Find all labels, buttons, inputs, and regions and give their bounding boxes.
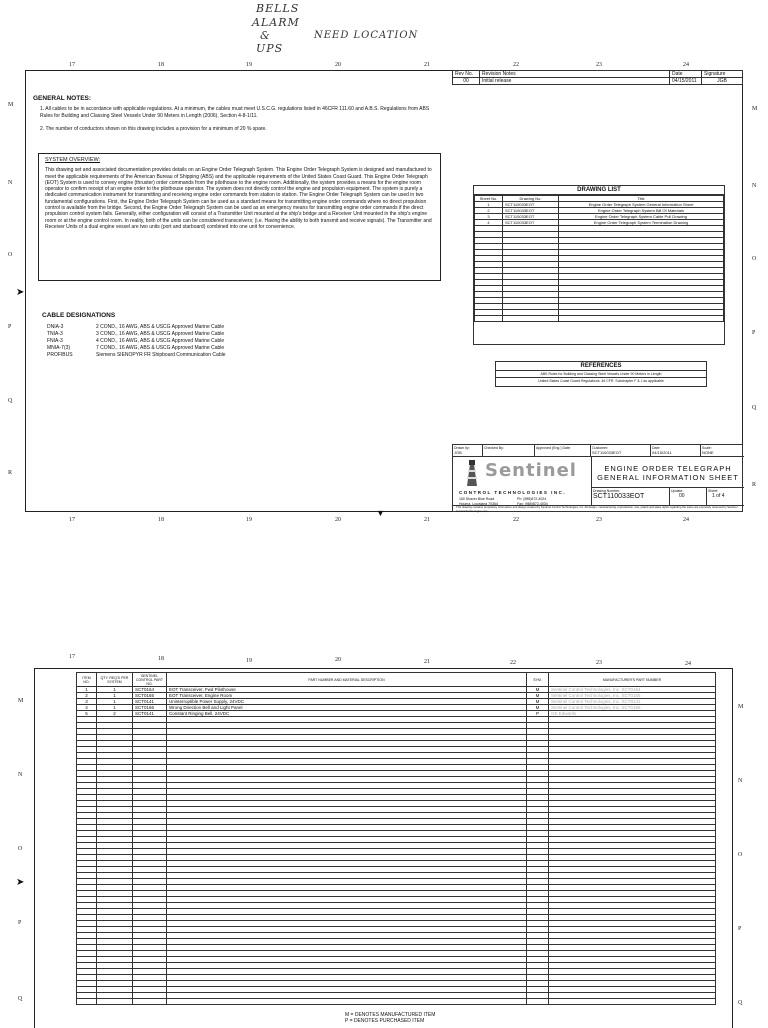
bom-mfr-header: MANUFACTURER'S PART NUMBER: [549, 673, 716, 687]
title-block-top-row: [453, 445, 744, 457]
cable-desc: 4 COND., 16 AWG, ABS & USCG Approved Marine Cable: [96, 338, 225, 344]
zone-col-21-s2: 21: [424, 659, 430, 665]
zone-col-19-bottom: 19: [246, 517, 252, 523]
scale-label: Scale:: [702, 446, 712, 450]
zone-col-23-bottom: 23: [596, 517, 602, 523]
bom-sym: M: [527, 699, 549, 705]
cable-desc: 3 COND., 16 AWG, ABS & USCG Approved Marine Cable: [96, 331, 225, 337]
bom-desc: EOT Transceiver, Engine Room: [167, 693, 527, 699]
bom-desc: Wrong Direction Bell and Light Panel: [167, 705, 527, 711]
zone-row-N-right: N: [752, 183, 757, 189]
bom-sym: P: [527, 711, 549, 717]
cable-code: FNIA-3: [47, 338, 63, 344]
date-value: 04/15/2011: [652, 450, 672, 455]
bom-qty: 1: [97, 693, 133, 699]
zone-col-24-bottom: 24: [683, 517, 689, 523]
dl-title: Engine Order Telegraph System Termination Drawing: [559, 220, 724, 226]
cable-code: DNIA-3: [47, 324, 64, 330]
lighthouse-logo-icon: [461, 458, 483, 488]
handwritten-note-alarm: ALARM: [252, 16, 300, 29]
bom-qty: 1: [97, 687, 133, 693]
bom-mfr: Sentinel Control Technologies, Inc. SCT0166: [549, 705, 716, 711]
dl-drawing: SCT110033EOT: [503, 220, 559, 226]
cable-code: MNIA-7(3): [47, 345, 71, 351]
zone-col-20-bottom: 20: [335, 517, 341, 523]
bom-sym-header: SYM.: [527, 673, 549, 687]
cable-desc: Siemens SIENOPYR FR Shipboard Communication Cable: [96, 352, 226, 358]
zone-col-19: 19: [246, 62, 252, 68]
general-note-1: 1. All cables to be in accordance with applicable regulations. At a minimum, the cables must meet U.S.C.G. regulations listed in 46CFR 111.60 and A.B.S. Regulations from ABS Rules for Building and Classing Steel Vessels Under 90 Meters in Length (2006), Section 4-8-1/11.: [40, 106, 430, 119]
bom-empty-rows: [77, 717, 716, 1005]
arrow-marker-icon-s2: ➤: [16, 877, 25, 888]
bom-part: SCT0165: [133, 693, 167, 699]
zone-col-22-s2: 22: [510, 660, 516, 666]
revision-table: [452, 70, 743, 85]
zone-col-18-s2: 18: [158, 656, 164, 662]
bom-item: 4: [77, 705, 97, 711]
zone-col-20-s2: 20: [335, 657, 341, 663]
checked-by-label: Checked By:: [483, 445, 535, 456]
date-label: Date:: [652, 446, 661, 450]
bom-table: [76, 672, 716, 1005]
rev-date-header: Date: [670, 71, 702, 78]
zone-row-P-s2: P: [18, 920, 22, 926]
handwritten-note-ampersand: &: [260, 29, 271, 42]
zone-row-O-right: O: [752, 256, 757, 262]
zone-row-Q-s2: Q: [18, 996, 23, 1002]
rev-notes-header: Revision Notes: [480, 71, 670, 78]
title-block: [452, 444, 743, 512]
drawn-by-value: JGB: [454, 450, 462, 455]
bom-mfr: GE Edwards: [549, 711, 716, 717]
bom-item-header: ITEM NO.: [77, 673, 97, 687]
center-marker-icon: ▼: [376, 508, 385, 518]
cable-desc: 2 COND., 16 AWG, ABS & USCG Approved Marine Cable: [96, 324, 225, 330]
scale-value: NONE: [702, 450, 714, 455]
bom-part: SCT0141: [133, 699, 167, 705]
bom-empty-row: [77, 999, 716, 1005]
dl-sheet: 2: [475, 208, 503, 214]
general-notes-title: GENERAL NOTES:: [33, 95, 92, 102]
bom-qty-header: QTY. REQ'D PER SYSTEM: [97, 673, 133, 687]
bom-sym: M: [527, 693, 549, 699]
drawing-number-value: SCT110033EOT: [593, 493, 645, 500]
zone-col-24-s2: 24: [685, 661, 691, 667]
dl-title-header: Title: [559, 196, 724, 202]
bom-item: 2: [77, 693, 97, 699]
zone-col-18-bottom: 18: [158, 517, 164, 523]
rev-date: 04/15/2011: [670, 78, 702, 85]
bom-legend-purchased: P = DENOTES PURCHASED ITEM: [345, 1018, 425, 1024]
dl-sheet: 1: [475, 202, 503, 208]
bom-part: SCT0164: [133, 687, 167, 693]
bom-qty: 1: [97, 699, 133, 705]
zone-row-N-s2: N: [18, 772, 23, 778]
bom-item: 5: [77, 711, 97, 717]
bom-mfr: Sentinel Control Technologies, Inc. SCT0165: [549, 693, 716, 699]
zone-col-23: 23: [596, 62, 602, 68]
zone-row-O-s2-right: O: [738, 852, 743, 858]
dl-sheet: 4: [475, 220, 503, 226]
company-phone: Ph: (985)872-4024: [517, 497, 547, 501]
bom-part: SCT0166: [133, 705, 167, 711]
dl-drawing: SCT110033EOT: [503, 202, 559, 208]
zone-col-19-s2: 19: [246, 658, 252, 664]
drawing-number-row: [591, 487, 744, 505]
drawing-list-title: DRAWING LIST: [474, 186, 724, 195]
cable-designations-title: CABLE DESIGNATIONS: [42, 312, 116, 319]
drawing-number-label: Drawing Number:: [593, 489, 621, 493]
system-overview-title: SYSTEM OVERVIEW:: [45, 157, 101, 163]
zone-row-P-s2-right: P: [738, 926, 742, 932]
drawn-by-label: Drawn by:: [454, 446, 470, 450]
approved-label: Approved (Eng.) Date:: [535, 445, 591, 456]
zone-col-18: 18: [158, 62, 164, 68]
bom-mfr: Sentinel Control Technologies, Inc. SCT0164: [549, 687, 716, 693]
general-note-2: 2. The number of conductors shown on this drawing includes a provision for a minimum of 20 % spare.: [40, 126, 267, 132]
dl-sheet-header: Sheet No.: [475, 196, 503, 202]
zone-col-22-bottom: 22: [513, 517, 519, 523]
zone-col-17: 17: [69, 62, 75, 68]
zone-row-O: O: [8, 252, 13, 258]
zone-row-O-s2: O: [18, 846, 23, 852]
rev-note: Initial release: [480, 78, 670, 85]
cable-code: TNIA-3: [47, 331, 63, 337]
handwritten-note-location: NEED LOCATION: [314, 30, 419, 41]
sheet-label: Sheet:: [708, 489, 719, 493]
bom-legend: [345, 1012, 435, 1024]
drawing-title-line-2: GENERAL INFORMATION SHEET: [597, 473, 739, 482]
bom-desc: Constant Ringing Bell, 24VDC: [167, 711, 527, 717]
company-subtitle: CONTROL TECHNOLOGIES INC.: [459, 490, 567, 495]
bom-desc: EOT Transceiver, Fwd Pilothouse: [167, 687, 527, 693]
zone-col-17-bottom: 17: [69, 517, 75, 523]
drawing-list-box: [473, 185, 725, 345]
bom-qty: 2: [97, 711, 133, 717]
rev-signature-header: Signature: [702, 71, 743, 78]
cable-code: PROFIBUS: [47, 352, 73, 358]
bom-part-header: SENTINEL CONTROL PART NO.: [133, 673, 167, 687]
zone-col-20: 20: [335, 62, 341, 68]
bom-qty: 1: [97, 705, 133, 711]
zone-col-22: 22: [513, 62, 519, 68]
zone-row-P-right: P: [752, 330, 756, 336]
zone-row-M: M: [8, 102, 14, 108]
update-value: 00: [679, 493, 685, 499]
company-address-2: Houma, Louisiana 70364: [459, 502, 498, 506]
company-logo: Sentinel: [485, 460, 577, 481]
zone-row-N-s2-right: N: [738, 778, 743, 784]
zone-row-P: P: [8, 324, 12, 330]
zone-row-N: N: [8, 180, 13, 186]
sheet-value: 1 of 4: [712, 493, 725, 499]
rev-no: 00: [453, 78, 480, 85]
reference-item: ABS Rules for Building and Classing Steel Vessels Under 90 Meters in Length: [496, 371, 706, 378]
references-box: [495, 361, 707, 387]
drawing-list-table: [474, 195, 724, 322]
bom-desc: Uninterruptible Power Supply, 24VDC: [167, 699, 527, 705]
bom-desc-header: PART NUMBER AND MATERIAL DESCRIPTION: [167, 673, 527, 687]
zone-row-Q-right: Q: [752, 405, 757, 411]
proprietary-disclaimer: This drawing contains proprietary information and design created by Sentinel Control Technologies, Inc. All design, manufacturing, reproduction, use, patent and sales rights regarding the same are expressly reserved by Sentinel Control Technologies, Inc.: [453, 505, 744, 513]
zone-row-M-right: M: [752, 106, 758, 112]
system-overview-box: [38, 153, 441, 281]
references-title: REFERENCES: [496, 362, 706, 371]
bom-legend-manufactured: M = DENOTES MANUFACTURED ITEM: [345, 1012, 436, 1018]
zone-row-R: R: [8, 470, 13, 476]
zone-row-Q: Q: [8, 398, 13, 404]
dl-drawing: SCT110033EOT: [503, 214, 559, 220]
zone-row-Q-s2-right: Q: [738, 1000, 743, 1006]
bom-part: SCT0141: [133, 711, 167, 717]
zone-col-21-bottom: 21: [424, 517, 430, 523]
zone-col-24: 24: [683, 62, 689, 68]
bom-item: 3: [77, 699, 97, 705]
dl-drawing: SCT110033EOT: [503, 208, 559, 214]
arrow-marker-icon: ➤: [16, 287, 25, 298]
bom-sym: M: [527, 687, 549, 693]
bom-mfr: Sentinel Control Technologies, Inc. SCT0141: [549, 699, 716, 705]
zone-col-23-s2: 23: [596, 660, 602, 666]
system-overview-text: This drawing set and associated documentation provides details on an Engine Order Telegraph System. This Engine Order Telegraph System is designed and manufactured to meet the applicable requirements of the American Bureau of Shipping (ABS) and the applicable requirements of the United States Coast Guard. This Engine Order Telegraph (EOT) System is used to convey engine (thruster) order commands from the pilothouse to the engine room. Additionally, the system provides a means for the engine room operator to confirm receipt of an engine order to the pilothouse operator. The system does not directly control the engine and propulsion equipment. The system is purely a dedicated communication instrument for transmitting and receiving engine order commands from station to station. The Engine Order Telegraph System can be used in two fundamental configurations. First, the Engine Order Telegraph System can be used as a standard means for transmitting engine order commands where no direct propulsion control is available from the bridge. Second, the Engine Order Telegraph System can be used as an emergency means for transmitting engine order commands if the direct propulsion control system fails. Generally, either configuration will consist of a Transmitter Unit mounted at the ship's bridge and a Receiver Unit mounted in the ship's engine room or at the engine control room. In reality, both of the units can be considered transceivers; (i.e. Having the ability to both transmit and receive signals). The Transmitter and Receiver Units of a dual engine vessel are two units (port and starboard) combined into one unit for convenience.: [45, 167, 432, 230]
drawing-title-cell: [591, 457, 744, 487]
zone-row-M-s2-right: M: [738, 704, 744, 710]
dl-title: Engine Order Telegraph System Bill Of Materials: [559, 208, 724, 214]
rev-signature: JGB: [702, 78, 743, 85]
dl-title: Engine Order Telegraph System Cable Pull Drawing: [559, 214, 724, 220]
customer-value: SCT110033EOT: [592, 450, 622, 455]
dl-sheet: 3: [475, 214, 503, 220]
handwritten-note-bells: BELLS: [256, 2, 300, 15]
dl-title: Engine Order Telegraph System General Information Sheet: [559, 202, 724, 208]
rev-no-header: Rev No.: [453, 71, 480, 78]
company-address-1: 160 Shaver Blue Road: [459, 497, 495, 501]
dl-drawing-header: Drawing No.: [503, 196, 559, 202]
zone-col-17-s2: 17: [69, 654, 75, 660]
cable-desc: 7 COND., 16 AWG, ABS & USCG Approved Marine Cable: [96, 345, 225, 351]
zone-row-R-right: R: [752, 482, 757, 488]
customer-label: Customer:: [592, 446, 609, 450]
company-fax: Fax: (985)872-4034: [517, 502, 548, 506]
handwritten-note-ups: UPS: [256, 42, 284, 55]
zone-row-M-s2: M: [18, 698, 24, 704]
bom-item: 1: [77, 687, 97, 693]
zone-col-21: 21: [424, 62, 430, 68]
reference-item: United States Coast Guard Regulations, 46 CFR, Subchapter F & J as applicable: [538, 379, 664, 383]
update-label: Update:: [671, 489, 684, 493]
bom-sym: M: [527, 705, 549, 711]
drawing-title-line-1: ENGINE ORDER TELEGRAPH: [604, 464, 732, 473]
